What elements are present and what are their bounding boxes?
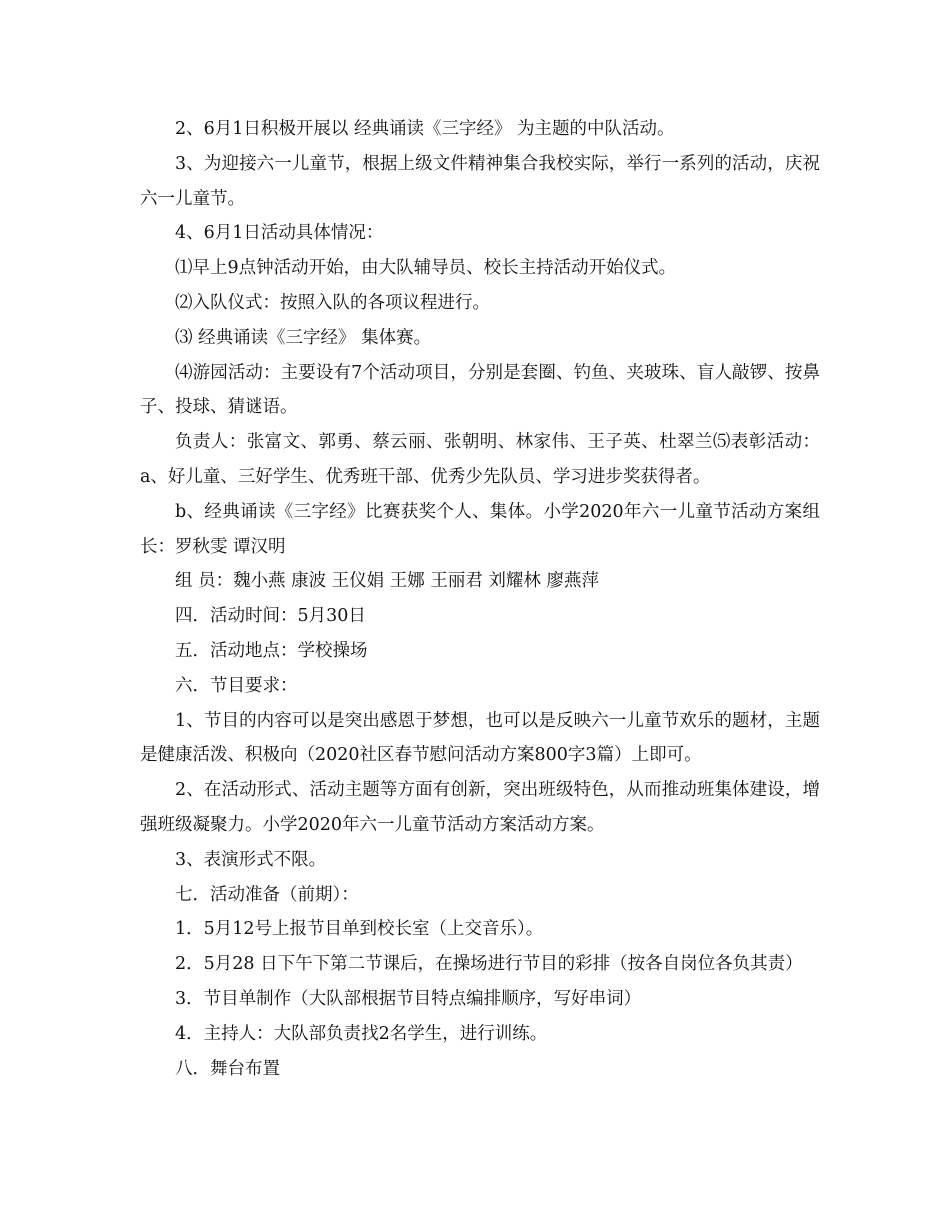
paragraph: 2、在活动形式、活动主题等方面有创新，突出班级特色，从而推动班集体建设，增强班级凝聚力。小学2020年六一儿童节活动方案活动方案。: [140, 780, 820, 835]
section-heading: 八．舞台布置: [175, 1058, 280, 1079]
paragraph: 4．主持人：大队部负责找2名学生，进行训练。: [175, 1023, 548, 1044]
paragraph: 1、节目的内容可以是突出感恩于梦想，也可以是反映六一儿童节欢乐的题材，主题是健康活泼、积极向（2020社区春节慰问活动方案800字3篇）上即可。: [140, 710, 820, 766]
section-heading: 六．节目要求：: [175, 675, 298, 696]
paragraph: 4、6月1日活动具体情况：: [175, 223, 384, 244]
paragraph: ⑷游园活动：主要设有7个活动项目，分别是套圈、钓鱼、夹玻珠、盲人敲锣、按鼻子、投球、猜谜语。: [140, 362, 820, 418]
document-body: [140, 112, 820, 1086]
paragraph: 2、6月1日积极开展以 经典诵读《三字经》 为主题的中队活动。: [175, 119, 675, 139]
paragraph: ⑶ 经典诵读《三字经》 集体赛。: [175, 327, 432, 348]
paragraph: 1．5月12号上报节目单到校长室（上交音乐）。: [175, 919, 544, 940]
paragraph: 3、表演形式不限。: [175, 849, 327, 870]
paragraph: 3．节目单制作（大队部根据节目特点编排顺序，写好串词）: [175, 988, 642, 1009]
section-heading: 七．活动准备（前期）：: [175, 884, 359, 905]
paragraph: ⑵入队仪式：按照入队的各项议程进行。: [175, 292, 490, 313]
section-heading: 四．活动时间：5月30日: [175, 606, 366, 627]
paragraph: 负责人：张富文、郭勇、蔡云丽、张朝明、林家伟、王子英、杜翠兰⑸表彰活动：a、好儿童、三好学生、优秀班干部、优秀少先队员、学习进步奖获得者。: [140, 432, 820, 487]
paragraph: 组 员：魏小燕 康波 王仪娟 王娜 王丽君 刘耀林 廖燕萍: [175, 571, 599, 592]
paragraph: b、经典诵读《三字经》比赛获奖个人、集体。小学2020年六一儿童节活动方案组 长：罗秋雯 谭汉明: [140, 501, 820, 557]
paragraph: 3、为迎接六一儿童节，根据上级文件精神集合我校实际，举行一系列的活动，庆祝六一儿童节。: [140, 153, 820, 209]
paragraph: ⑴早上9点钟活动开始，由大队辅导员、校长主持活动开始仪式。: [175, 258, 677, 279]
paragraph: 2．5月28 日下午下第二节课后，在操场进行节目的彩排（按各自岗位各负其责）: [175, 954, 803, 975]
section-heading: 五．活动地点：学校操场: [175, 640, 368, 661]
